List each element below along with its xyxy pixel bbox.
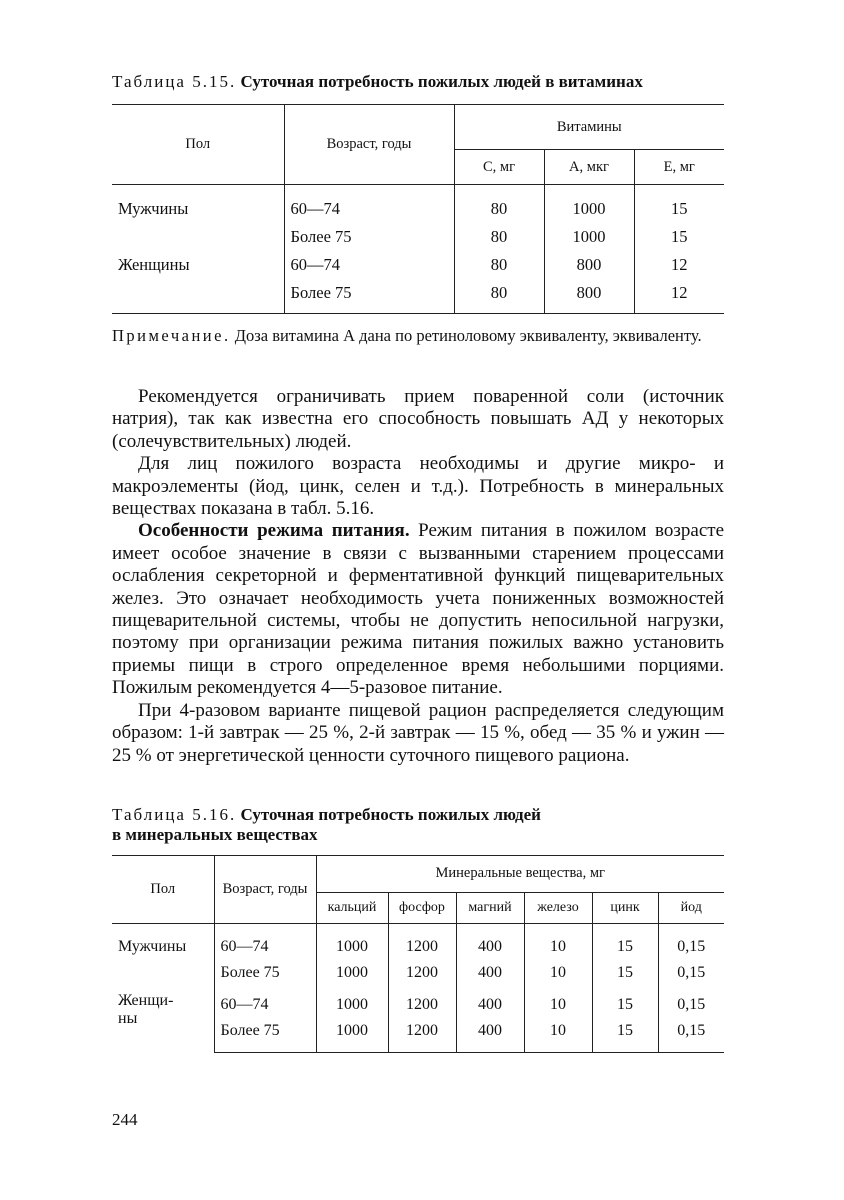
cell-value: 10: [524, 1018, 592, 1053]
column-header-calcium: кальций: [316, 892, 388, 923]
cell-value: 15: [592, 986, 658, 1018]
cell-value: 1000: [544, 185, 634, 224]
column-group-minerals: Минеральные вещества, мг: [316, 855, 724, 892]
column-header-iodine: йод: [658, 892, 724, 923]
cell-value: 15: [634, 223, 724, 251]
table-caption: [112, 805, 724, 845]
column-header-sex: Пол: [150, 880, 176, 897]
cell-value: 1000: [316, 1018, 388, 1053]
cell-value: 0,15: [658, 960, 724, 986]
row-age: 60—74: [284, 251, 454, 279]
cell-value: 10: [524, 960, 592, 986]
table-row: [112, 923, 724, 960]
table-caption-label: Таблица 5.15.: [112, 72, 237, 91]
column-header-vitamin-c: С, мг: [454, 150, 544, 185]
cell-value: 1000: [316, 923, 388, 960]
cell-value: 80: [454, 185, 544, 224]
cell-value: 1200: [388, 960, 456, 986]
column-header-magnesium: магний: [456, 892, 524, 923]
row-sex: [112, 279, 284, 314]
body-text: [112, 386, 724, 767]
row-age: Более 75: [214, 960, 316, 986]
cell-value: 1200: [388, 986, 456, 1018]
minerals-table: [112, 855, 724, 1053]
paragraph: Рекомендуется ограничивать прием поваренной соли (источник натрия), так как известна его способность повышать АД у некоторых (солечувствительных) людей.: [112, 386, 724, 452]
cell-value: 10: [524, 923, 592, 960]
cell-value: 80: [454, 279, 544, 314]
page-number: 244: [112, 1110, 138, 1129]
row-sex: Женщины: [118, 255, 190, 274]
paragraph: Для лиц пожилого возраста необходимы и другие микро- и макроэлементы (йод, цинк, селен и т.д.). Потребность в минеральных веществах показана в табл. 5.16.: [112, 453, 724, 520]
table-row: [112, 986, 724, 1018]
table-caption-label: Таблица 5.16.: [112, 804, 237, 824]
table-row: [112, 223, 724, 251]
column-header-age: Возраст, годы: [214, 855, 316, 923]
table-row: [112, 279, 724, 314]
column-group-vitamins: Витамины: [454, 105, 724, 150]
column-header-iron: железо: [524, 892, 592, 923]
paragraph: [112, 520, 724, 699]
cell-value: 80: [454, 223, 544, 251]
column-header-sex: Пол: [185, 136, 211, 152]
cell-value: 1000: [544, 223, 634, 251]
cell-value: 0,15: [658, 986, 724, 1018]
cell-value: 80: [454, 251, 544, 279]
row-sex: [112, 960, 214, 986]
column-header-vitamin-a: А, мкг: [544, 150, 634, 185]
paragraph: При 4-разовом варианте пищевой рацион распределяется следующим образом: 1-й завтрак — 25 %, 2-й завтрак — 15 %, обед — 35 % и ужин — 25 % от энергетической ценности суточного пищевого рациона.: [112, 699, 724, 766]
row-sex: Мужчины: [118, 937, 187, 955]
table-caption-title-cont: в минеральных веществах: [112, 824, 318, 844]
cell-value: 15: [634, 185, 724, 224]
column-header-phosphorus: фосфор: [388, 892, 456, 923]
paragraph-text: Режим питания в пожилом возрасте имеет особое значение в связи с вызванными старением процессами ослабления секреторной и ферментативной функций пищеварительных желез. Это означает необходимость учета пониженных возможностей пищеварительной системы, чтобы не допустить непосильной нагрузки, поэтому при организации режима питания пожилых важно установить приемы пищи в строго определенное время небольшими порциями. Пожилым рекомендуется 4—5-разовое питание.: [112, 520, 724, 699]
table-caption-title: Суточная потребность пожилых людей в витаминах: [240, 72, 643, 91]
cell-value: 800: [544, 279, 634, 314]
table-row: [112, 251, 724, 279]
cell-value: 800: [544, 251, 634, 279]
cell-value: 15: [592, 960, 658, 986]
column-header-age: Возраст, годы: [284, 105, 454, 185]
cell-value: 15: [592, 923, 658, 960]
row-age: 60—74: [284, 185, 454, 224]
cell-value: 1200: [388, 1018, 456, 1053]
cell-value: 12: [634, 251, 724, 279]
cell-value: 400: [456, 986, 524, 1018]
cell-value: 400: [456, 960, 524, 986]
column-header-zinc: цинк: [592, 892, 658, 923]
cell-value: 1000: [316, 986, 388, 1018]
table-note-label: Примечание.: [112, 326, 231, 345]
row-age: 60—74: [214, 923, 316, 960]
row-age: Более 75: [284, 279, 454, 314]
row-sex: [112, 223, 284, 251]
table-caption-title: Суточная потребность пожилых людей: [240, 804, 541, 824]
cell-value: 1200: [388, 923, 456, 960]
row-age: Более 75: [214, 1018, 316, 1053]
row-age: 60—74: [214, 986, 316, 1018]
cell-value: 1000: [316, 960, 388, 986]
table-caption: [112, 72, 724, 92]
table-row: [112, 185, 724, 224]
row-sex: Мужчины: [118, 199, 189, 218]
cell-value: 400: [456, 1018, 524, 1053]
table-note-text: Доза витамина А дана по ретиноловому эквиваленту, эквиваленту.: [234, 326, 702, 345]
cell-value: 12: [634, 279, 724, 314]
row-sex: Женщи- ны: [118, 991, 174, 1027]
cell-value: 15: [592, 1018, 658, 1053]
cell-value: 0,15: [658, 1018, 724, 1053]
cell-value: 0,15: [658, 923, 724, 960]
cell-value: 10: [524, 986, 592, 1018]
cell-value: 400: [456, 923, 524, 960]
table-note: [112, 326, 724, 346]
vitamins-table: [112, 104, 724, 314]
column-header-vitamin-e: Е, мг: [634, 150, 724, 185]
row-age: Более 75: [284, 223, 454, 251]
paragraph-heading: Особенности режима питания.: [138, 520, 410, 542]
page: [112, 72, 724, 1053]
table-row: [112, 960, 724, 986]
